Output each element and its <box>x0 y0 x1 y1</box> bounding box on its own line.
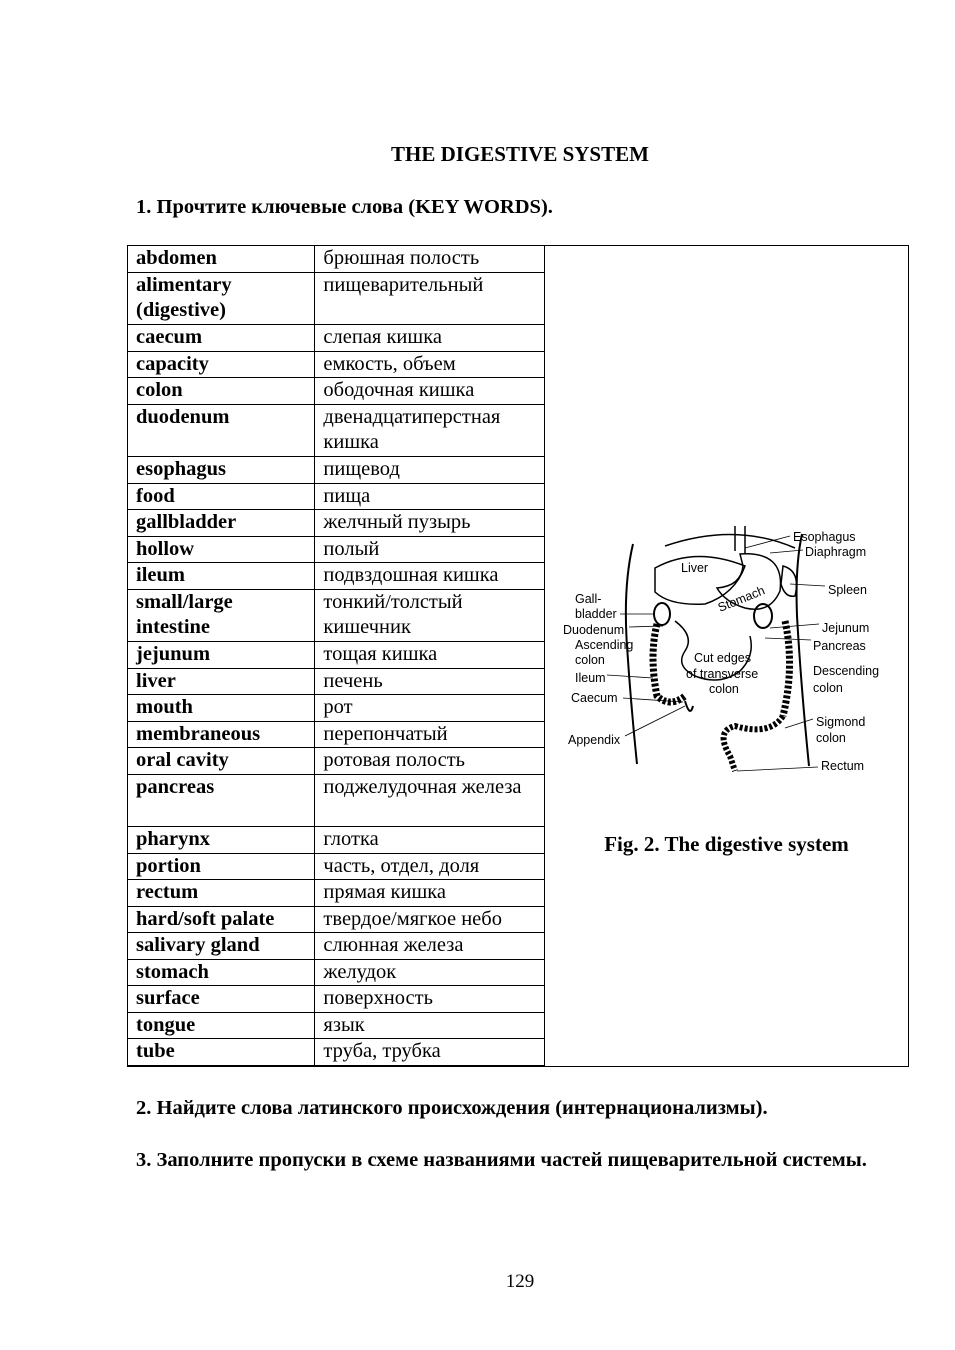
term-russian: желчный пузырь <box>315 510 545 537</box>
table-row <box>128 721 545 748</box>
table-row <box>128 642 545 669</box>
figure-caption: Fig. 2. The digestive system <box>604 832 849 856</box>
term-russian: перепончатый <box>315 721 545 748</box>
table-row <box>128 748 545 775</box>
table-row <box>128 933 545 960</box>
term-russian: прямая кишка <box>315 880 545 907</box>
term-english: hollow <box>128 536 315 563</box>
term-english: caecum <box>128 325 315 352</box>
label-esophagus: Esophagus <box>793 530 856 544</box>
label-colon-descending: colon <box>813 681 843 695</box>
table-row <box>128 351 545 378</box>
label-ascending: Ascending <box>575 638 634 652</box>
term-russian: язык <box>315 1012 545 1039</box>
task-1-heading: 1. Прочтите ключевые слова (KEY WORDS). <box>136 196 553 218</box>
label-jejunum: Jejunum <box>822 621 870 635</box>
term-english: food <box>128 483 315 510</box>
task-2-heading: 2. Найдите слова латинского происхождения (интернационализмы). <box>136 1097 768 1119</box>
table-row <box>128 1039 545 1066</box>
table-row <box>128 589 545 642</box>
term-russian: пищеварительный <box>315 272 545 325</box>
table-row <box>128 457 545 484</box>
table-row <box>128 880 545 907</box>
table-row <box>128 668 545 695</box>
term-russian: слепая кишка <box>315 325 545 352</box>
label-pancreas: Pancreas <box>813 639 866 653</box>
term-english: salivary gland <box>128 933 315 960</box>
vocabulary-table <box>127 245 545 1066</box>
label-caecum: Caecum <box>571 691 618 705</box>
term-russian: слюнная железа <box>315 933 545 960</box>
table-row <box>128 510 545 537</box>
term-russian: труба, трубка <box>315 1039 545 1066</box>
digestive-system-diagram <box>545 526 908 796</box>
label-descending: Descending <box>813 664 880 678</box>
term-english: alimentary (digestive) <box>128 272 315 325</box>
term-russian: часть, отдел, доля <box>315 853 545 880</box>
table-row <box>128 378 545 405</box>
label-liver: Liver <box>681 561 709 575</box>
term-russian: пищевод <box>315 457 545 484</box>
table-row <box>128 695 545 722</box>
table-row <box>128 774 545 827</box>
term-russian: печень <box>315 668 545 695</box>
table-row <box>128 536 545 563</box>
page-title: THE DIGESTIVE SYSTEM <box>391 142 649 166</box>
term-english: colon <box>128 378 315 405</box>
label-sigmond: Sigmond <box>816 715 866 729</box>
term-russian: глотка <box>315 827 545 854</box>
term-russian: ротовая полость <box>315 748 545 775</box>
table-row <box>128 853 545 880</box>
table-row <box>128 483 545 510</box>
term-russian: поджелудочная железа <box>315 774 545 827</box>
term-english: oral cavity <box>128 748 315 775</box>
term-russian: тощая кишка <box>315 642 545 669</box>
label-of-transverse: of transverse <box>686 667 759 681</box>
term-english: ileum <box>128 563 315 590</box>
term-russian: емкость, объем <box>315 351 545 378</box>
term-english: gallbladder <box>128 510 315 537</box>
term-english: capacity <box>128 351 315 378</box>
label-colon-sigmond: colon <box>816 731 846 745</box>
table-row <box>128 563 545 590</box>
term-english: pharynx <box>128 827 315 854</box>
term-russian: подвздошная кишка <box>315 563 545 590</box>
term-russian: твердое/мягкое небо <box>315 906 545 933</box>
label-bladder: bladder <box>575 607 617 621</box>
page-number: 129 <box>505 1271 535 1292</box>
table-row <box>128 827 545 854</box>
label-rectum: Rectum <box>821 759 865 773</box>
table-row <box>128 986 545 1013</box>
label-colon-transverse: colon <box>709 682 739 696</box>
term-english: small/large intestine <box>128 589 315 642</box>
term-english: membraneous <box>128 721 315 748</box>
term-english: surface <box>128 986 315 1013</box>
term-english: liver <box>128 668 315 695</box>
label-gall: Gall- <box>575 592 602 606</box>
term-english: pancreas <box>128 774 315 827</box>
term-english: tube <box>128 1039 315 1066</box>
table-row <box>128 272 545 325</box>
term-english: esophagus <box>128 457 315 484</box>
label-diaphragm: Diaphragm <box>805 545 867 559</box>
term-english: stomach <box>128 959 315 986</box>
task-3-heading: 3. Заполните пропуски в схеме названиями частей пищеварительной системы. <box>136 1149 867 1171</box>
table-row <box>128 906 545 933</box>
term-russian: ободочная кишка <box>315 378 545 405</box>
label-cut-edges: Cut edges <box>694 651 751 665</box>
label-duodenum: Duodenum <box>563 623 625 637</box>
term-russian: желудок <box>315 959 545 986</box>
term-english: duodenum <box>128 404 315 457</box>
term-russian: рот <box>315 695 545 722</box>
term-english: tongue <box>128 1012 315 1039</box>
term-russian: тонкий/толстый кишечник <box>315 589 545 642</box>
term-english: jejunum <box>128 642 315 669</box>
term-english: abdomen <box>128 246 315 273</box>
label-spleen: Spleen <box>828 583 867 597</box>
term-russian: поверхность <box>315 986 545 1013</box>
term-russian: полый <box>315 536 545 563</box>
term-english: hard/soft palate <box>128 906 315 933</box>
term-english: rectum <box>128 880 315 907</box>
table-row <box>128 325 545 352</box>
term-english: portion <box>128 853 315 880</box>
label-colon-ascending: colon <box>575 653 605 667</box>
label-appendix: Appendix <box>568 733 621 747</box>
label-stomach: Stomach <box>715 583 767 615</box>
term-russian: двенадцатиперстная кишка <box>315 404 545 457</box>
term-english: mouth <box>128 695 315 722</box>
term-russian: пища <box>315 483 545 510</box>
table-row <box>128 404 545 457</box>
term-russian: брюшная полость <box>315 246 545 273</box>
figure-panel <box>545 246 908 1066</box>
label-ileum: Ileum <box>575 671 606 685</box>
table-row <box>128 959 545 986</box>
table-row <box>128 1012 545 1039</box>
table-row <box>128 246 545 273</box>
